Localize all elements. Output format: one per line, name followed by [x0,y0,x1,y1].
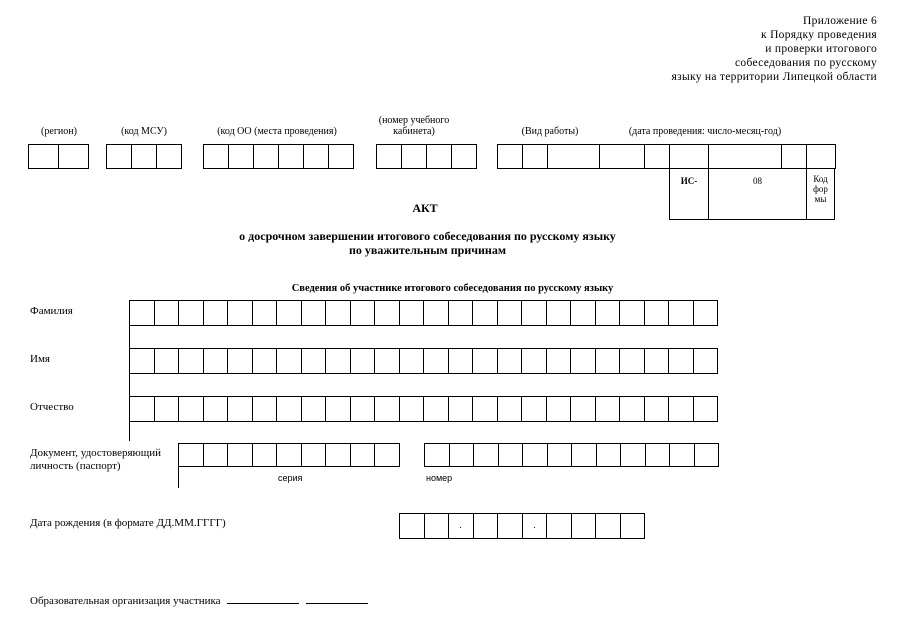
number-cell[interactable] [596,443,622,467]
number-cell[interactable] [694,443,720,467]
number-label: номер [426,473,453,483]
patronymic-cell[interactable] [546,396,572,422]
patronymic-cell[interactable] [374,396,400,422]
series-cell[interactable] [350,443,376,467]
patronymic-cell[interactable] [448,396,474,422]
patronymic-cell[interactable] [154,396,180,422]
patronymic-cell[interactable] [619,396,645,422]
number-cell[interactable] [424,443,450,467]
birth-date-cell[interactable] [399,513,425,539]
form-code-number: 08 [753,176,762,186]
series-cell[interactable] [178,443,204,467]
date-cell[interactable] [644,144,670,169]
appendix-line-1: Приложение 6 [803,15,877,27]
surname-cell[interactable] [423,300,449,326]
surname-cell[interactable] [399,300,425,326]
name-cell[interactable] [546,348,572,374]
birth-date-cell[interactable] [497,513,523,539]
surname-cell[interactable] [252,300,278,326]
name-cell[interactable] [595,348,621,374]
patronymic-cell[interactable] [276,396,302,422]
patronymic-cell[interactable] [399,396,425,422]
number-cell[interactable] [498,443,524,467]
date-cell[interactable] [547,144,600,169]
series-cell[interactable] [276,443,302,467]
series-cell[interactable] [252,443,278,467]
name-cell[interactable] [644,348,670,374]
patronymic-cell[interactable] [497,396,523,422]
patronymic-cell[interactable] [595,396,621,422]
date-cell[interactable] [708,144,782,169]
patronymic-cell[interactable] [668,396,694,422]
msu-cell[interactable] [131,144,157,169]
surname-connector [129,325,130,349]
org-blank-2[interactable] [306,594,368,604]
surname-cell[interactable] [374,300,400,326]
act-subtitle-line-1: о досрочном завершении итогового собеседования по русскому языку [239,229,616,243]
birth-date-label: Дата рождения (в формате ДД.ММ.ГГГГ) [30,517,226,529]
org-label [30,594,368,608]
surname-cell[interactable] [350,300,376,326]
oo-cell[interactable] [303,144,329,169]
appendix-line-5: языку на территории Липецкой области [671,71,877,83]
surname-cell[interactable] [668,300,694,326]
number-cell[interactable] [620,443,646,467]
name-cell[interactable] [472,348,498,374]
date-cell[interactable] [599,144,645,169]
work-type-cell[interactable] [522,144,548,169]
date-cell[interactable] [781,144,807,169]
room-cell[interactable] [451,144,477,169]
birth-date-cell[interactable] [595,513,621,539]
work-type-cell[interactable] [497,144,523,169]
patronymic-cell[interactable] [521,396,547,422]
oo-cell[interactable] [203,144,229,169]
surname-cell[interactable] [301,300,327,326]
number-cell[interactable] [571,443,597,467]
surname-cell[interactable] [448,300,474,326]
name-cell[interactable] [619,348,645,374]
name-cell[interactable] [252,348,278,374]
surname-cell[interactable] [472,300,498,326]
name-cell[interactable] [227,348,253,374]
surname-cell[interactable] [497,300,523,326]
oo-cell[interactable] [328,144,354,169]
name-cell[interactable] [203,348,229,374]
birth-dot-2: . [533,520,536,530]
document-label: Документ, удостоверяющий личность (паспорт) [30,447,162,472]
org-label-text: Образовательная организация участника [30,595,221,607]
patronymic-cell[interactable] [203,396,229,422]
name-cell[interactable] [350,348,376,374]
surname-cell[interactable] [276,300,302,326]
act-subtitle-line-2: по уважительным причинам [348,243,507,257]
label-region: (регион) [41,126,77,137]
birth-date-cell[interactable] [473,513,499,539]
surname-cell[interactable] [644,300,670,326]
oo-cell[interactable] [228,144,254,169]
name-label: Имя [30,353,50,365]
surname-cell[interactable] [595,300,621,326]
name-cell[interactable] [497,348,523,374]
appendix-line-2: к Порядку проведения [761,29,877,41]
section-title: Сведения об участнике итогового собеседования по русскому языку [291,283,614,294]
room-cell[interactable] [376,144,402,169]
patronymic-cell[interactable] [423,396,449,422]
patronymic-connector [129,421,130,441]
number-cell[interactable] [669,443,695,467]
surname-cell[interactable] [546,300,572,326]
patronymic-cell[interactable] [693,396,719,422]
form-code-prefix-cell [669,168,709,220]
surname-cell[interactable] [570,300,596,326]
number-cell[interactable] [449,443,475,467]
name-cell[interactable] [448,348,474,374]
name-cell[interactable] [570,348,596,374]
number-cell[interactable] [547,443,573,467]
name-cell[interactable] [693,348,719,374]
patronymic-cell[interactable] [227,396,253,422]
series-cell[interactable] [203,443,229,467]
label-work-type: (Вид работы) [521,126,579,137]
name-cell[interactable] [668,348,694,374]
surname-cell[interactable] [178,300,204,326]
birth-date-cell[interactable] [546,513,572,539]
name-cell[interactable] [129,348,155,374]
msu-cell[interactable] [156,144,182,169]
name-cell[interactable] [399,348,425,374]
surname-cell[interactable] [619,300,645,326]
label-date: (дата проведения: число-месяц-год) [628,126,782,137]
birth-dot-1: . [459,520,462,530]
patronymic-cell[interactable] [129,396,155,422]
label-msu: (код МСУ) [121,126,167,137]
room-cell[interactable] [401,144,427,169]
birth-date-cell[interactable] [571,513,597,539]
act-title: АКТ [412,201,438,215]
name-cell[interactable] [423,348,449,374]
surname-cell[interactable] [154,300,180,326]
document-connector [178,466,179,488]
birth-date-cell[interactable] [620,513,646,539]
number-cell[interactable] [645,443,671,467]
surname-cell[interactable] [693,300,719,326]
name-connector [129,373,130,397]
surname-cell[interactable] [203,300,229,326]
room-cell[interactable] [426,144,452,169]
patronymic-cell[interactable] [472,396,498,422]
surname-cell[interactable] [325,300,351,326]
surname-cell[interactable] [521,300,547,326]
patronymic-cell[interactable] [570,396,596,422]
appendix-note [672,14,877,84]
appendix-line-4: собеседования по русскому [735,57,877,69]
region-cell[interactable] [28,144,59,169]
patronymic-cell[interactable] [178,396,204,422]
label-oo: (код ОО (места проведения) [217,126,337,137]
surname-cell[interactable] [129,300,155,326]
number-cell[interactable] [522,443,548,467]
patronymic-cell[interactable] [301,396,327,422]
series-label: серия [278,473,303,483]
patronymic-cell[interactable] [252,396,278,422]
patronymic-cell[interactable] [350,396,376,422]
msu-cell[interactable] [106,144,132,169]
number-cell[interactable] [473,443,499,467]
appendix-line-3: и проверки итогового [765,43,877,55]
date-cell[interactable] [669,144,709,169]
form-code-label: Код фор мы [813,174,828,204]
series-cell[interactable] [374,443,400,467]
form-code-number-cell [708,168,807,220]
surname-label: Фамилия [30,305,73,317]
form-code-prefix: ИС- [680,176,698,186]
name-cell[interactable] [521,348,547,374]
birth-date-cell[interactable] [424,513,450,539]
name-cell[interactable] [301,348,327,374]
series-cell[interactable] [301,443,327,467]
oo-cell[interactable] [278,144,304,169]
name-cell[interactable] [178,348,204,374]
patronymic-label: Отчество [30,401,74,413]
date-cell[interactable] [806,144,836,169]
name-cell[interactable] [154,348,180,374]
name-cell[interactable] [374,348,400,374]
org-blank-1[interactable] [227,594,299,604]
oo-cell[interactable] [253,144,279,169]
name-cell[interactable] [276,348,302,374]
surname-cell[interactable] [227,300,253,326]
region-cell[interactable] [58,144,89,169]
series-cell[interactable] [227,443,253,467]
form-code-label-cell [806,168,835,220]
patronymic-cell[interactable] [644,396,670,422]
patronymic-cell[interactable] [325,396,351,422]
series-cell[interactable] [325,443,351,467]
label-room: (номер учебного кабинета) [378,115,450,137]
name-cell[interactable] [325,348,351,374]
